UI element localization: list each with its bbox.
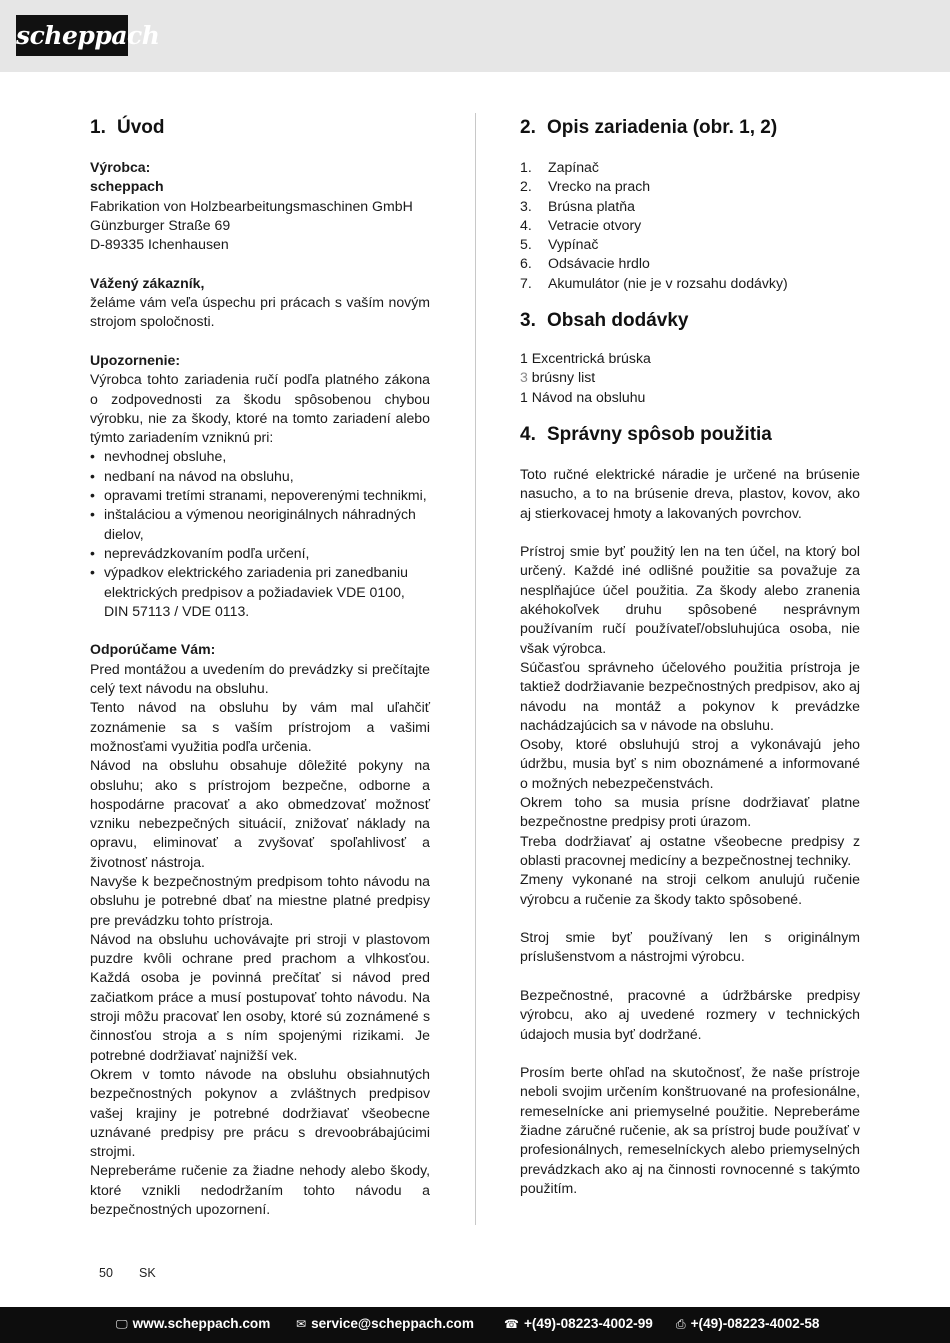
manufacturer-heading: Výrobca:	[90, 159, 151, 175]
notice-heading: Upozornenie:	[90, 351, 181, 368]
fax-number: +(49)-08223-4002-58	[690, 1316, 820, 1331]
greeting-heading: Vážený zákazník,	[90, 274, 205, 291]
scheppach-logo: scheppach	[16, 15, 128, 56]
section-title-description: 2. Opis zariadenia (obr. 1, 2)	[520, 117, 778, 138]
recommend-paragraph: Nepreberáme ručenie za žiadne nehody alebo škody, ktoré vznikli nedodržaním tohto návodu a bezpečnostných upozornení.	[90, 1162, 430, 1218]
list-item: • nevhodnej obsluhe,	[90, 447, 430, 466]
use-paragraph: Stroj smie byť používaný len s originálnym príslušenstvom a nástrojmi výrobcu.	[520, 929, 860, 965]
manufacturer-name: scheppach	[90, 178, 164, 195]
address-line: Günzburger Straße 69	[90, 216, 231, 233]
use-paragraph: Prosím berte ohľad na skutočnosť, že naše prístroje neboli svojim určením konštruované na profesionálne, remeselnícke ani priemyselné použitie. Nepreberáme žiadne záručné ručenie, ak sa prístroj bude používať v profesionálnych, remeselníckych alebo priemyselných prevádzkach ako aj na činnosti rovnocenné s takýmto použitím.	[520, 1064, 860, 1196]
list-item: 2. Vrecko na prach	[520, 178, 651, 195]
recommend-paragraph: Návod na obsluhu uchovávajte pri stroji v plastovom puzdre kvôli ochrane pred prachom a vlhkosťou. Každá osoba je povinná prečítať si návod pred začiatkom práce a musí postupovať tohto návodu. Na stroji môžu pracovať len osoby, ktoré sú zoznámené s činnosťou stroja a s ním spojenými rizikami. Je potrebné dodržiavať najnižší vek.	[90, 930, 430, 1063]
phone-icon: ☎	[504, 1317, 519, 1331]
recommend-paragraph: Návod na obsluhu obsahuje dôležité pokyny na obsluhu; ako s prístrojom bezpečne, odborne a hospodárne pracovať a ako obmedzovať možnosť vzniku nebezpečných situácií, znižovať náklady na opravu, eliminovať a zvyšovať spoľahlivosť a životnosť nástroja.	[90, 757, 430, 870]
language-code: SK	[139, 1266, 156, 1280]
phone-contact	[504, 1316, 653, 1331]
use-paragraph: Toto ručné elektrické náradie je určené na brúsenie nasucho, a to na brúsenie dreva, plastov, kovov, ako aj stierkovacej hmoty a lakovaných povrchov.	[520, 465, 860, 521]
section-title-intended-use: 4. Správny spôsob použitia	[520, 423, 772, 445]
list-item: • neprevádzkovaním podľa určení,	[90, 544, 430, 563]
use-paragraph: Prístroj smie byť použitý len na ten účel, na ktorý bol určený. Každé iné odlišné použitie sa považuje za nesplňajúce účel použitia. Za škody alebo zranenia akéhokoľvek druhu spôsobené nesprávnym používaním ručí používateľ/obsluhujúca osoba, nie však výrobca.	[520, 543, 860, 656]
mail-icon: ✉	[296, 1317, 307, 1331]
contact-footer	[0, 1307, 950, 1343]
list-item: • opravami tretími stranami, nepoverenými technikmi,	[90, 486, 430, 505]
website-contact[interactable]	[116, 1316, 270, 1332]
phone-number: +(49)-08223-4002-99	[523, 1316, 653, 1331]
right-column	[520, 117, 860, 1198]
page-header	[0, 0, 950, 72]
fax-icon: ⎙	[676, 1317, 686, 1331]
list-item: 4. Vetracie otvory	[520, 216, 642, 233]
monitor-icon: 🖵	[116, 1317, 128, 1331]
address-line: D-89335 Ichenhausen	[90, 236, 229, 253]
delivery-item: 3 brúsny list	[520, 369, 596, 386]
notice-text: Výrobca tohto zariadenia ručí podľa platného zákona o zodpovednosti za škodu spôsobenou chybou výrobku, nie za škody, ktoré na tomto zariadení alebo týmto zariadením vzniknú pri:	[90, 371, 430, 446]
notice-list	[90, 447, 430, 621]
use-paragraph: Bezpečnostné, pracovné a údržbárske predpisy výrobcu, ako aj uvedené rozmery v technických údajoch musia byť dodržané.	[520, 986, 860, 1042]
use-paragraph: Okrem toho sa musia prísne dodržiavať platne bezpečnostne predpisy proti úrazom.	[520, 794, 860, 830]
delivery-item: 1 Návod na obsluhu	[520, 388, 646, 405]
list-item: • inštaláciou a výmenou neoriginálnych náhradných dielov,	[90, 505, 430, 544]
list-item: 7. Akumulátor (nie je v rozsahu dodávky)	[520, 274, 788, 291]
section-title-delivery: 3. Obsah dodávky	[520, 310, 689, 332]
section-title-intro: 1. Úvod	[90, 117, 165, 138]
list-item: • nedbaní na návod na obsluhu,	[90, 467, 430, 486]
use-paragraph: Súčasťou správneho účelového použitia prístroja je taktiež dodržiavanie bezpečnostných predpisov, ako aj návodu na montáž a pokynov k prevádzke nachádzajúcich sa v návode na obsluhu.	[520, 658, 860, 733]
list-item: 5. Vypínač	[520, 236, 599, 253]
use-paragraph: Zmeny vykonané na stroji celkom anulujú ručenie výrobcu a ručenie za škody takto spôsobené.	[520, 871, 860, 907]
address-line: Fabrikation von Holzbearbeitungsmaschinen GmbH	[90, 197, 413, 214]
recommend-paragraph: Pred montážou a uvedením do prevádzky si prečítajte celý text návodu na obsluhu.	[90, 660, 430, 697]
left-column	[90, 117, 430, 1219]
email-link[interactable]: service@scheppach.com	[311, 1316, 474, 1331]
use-paragraph: Osoby, ktoré obsluhujú stroj a vykonávajú jeho údržbu, musia byť s nim oboznámené a informované o možných nebezpečenstvách.	[520, 736, 860, 791]
fax-contact	[676, 1316, 819, 1332]
recommend-heading: Odporúčame Vám:	[90, 641, 216, 658]
list-item: 3. Brúsna platňa	[520, 197, 635, 214]
greeting-text: želáme vám veľa úspechu pri prácach s vaším novým strojom spoločnosti.	[90, 294, 430, 330]
recommend-paragraph: Okrem v tomto návode na obsluhu obsiahnutých bezpečnostných pokynov a zvláštnych predpisov vašej krajiny je potrebné dodržiavať všeobecne uznávané predpisy pre prácu s drevoobrábajúcimi strojmi.	[90, 1065, 430, 1160]
delivery-item: 1 Excentrická brúska	[520, 350, 651, 367]
list-item: 1. Zapínač	[520, 159, 599, 175]
recommend-paragraph: Tento návod na obsluhu by vám mal uľahčiť zoznámenie sa s vaším prístrojom a vašimi možnosťami využitia podľa určenia.	[90, 699, 430, 754]
use-paragraph: Treba dodržiavať aj ostatne všeobecne predpisy z oblasti pracovnej medicíny a bezpečnostnej techniky.	[520, 832, 860, 868]
column-divider	[475, 113, 476, 1225]
page-number: 50	[99, 1266, 113, 1280]
parts-list	[520, 158, 860, 293]
list-item: • výpadkov elektrického zariadenia pri zanedbaniu elektrických predpisov a požiadaviek VDE 0100, DIN 57113 / VDE 0113.	[90, 563, 430, 621]
website-link[interactable]: www.scheppach.com	[132, 1316, 271, 1331]
email-contact[interactable]	[296, 1316, 474, 1331]
list-item: 6. Odsávacie hrdlo	[520, 255, 650, 272]
recommend-paragraph: Navyše k bezpečnostným predpisom tohto návodu na obsluhu je potrebné dbať na miestne platné predpisy pre prevádzku tohto prístroja.	[90, 872, 430, 928]
